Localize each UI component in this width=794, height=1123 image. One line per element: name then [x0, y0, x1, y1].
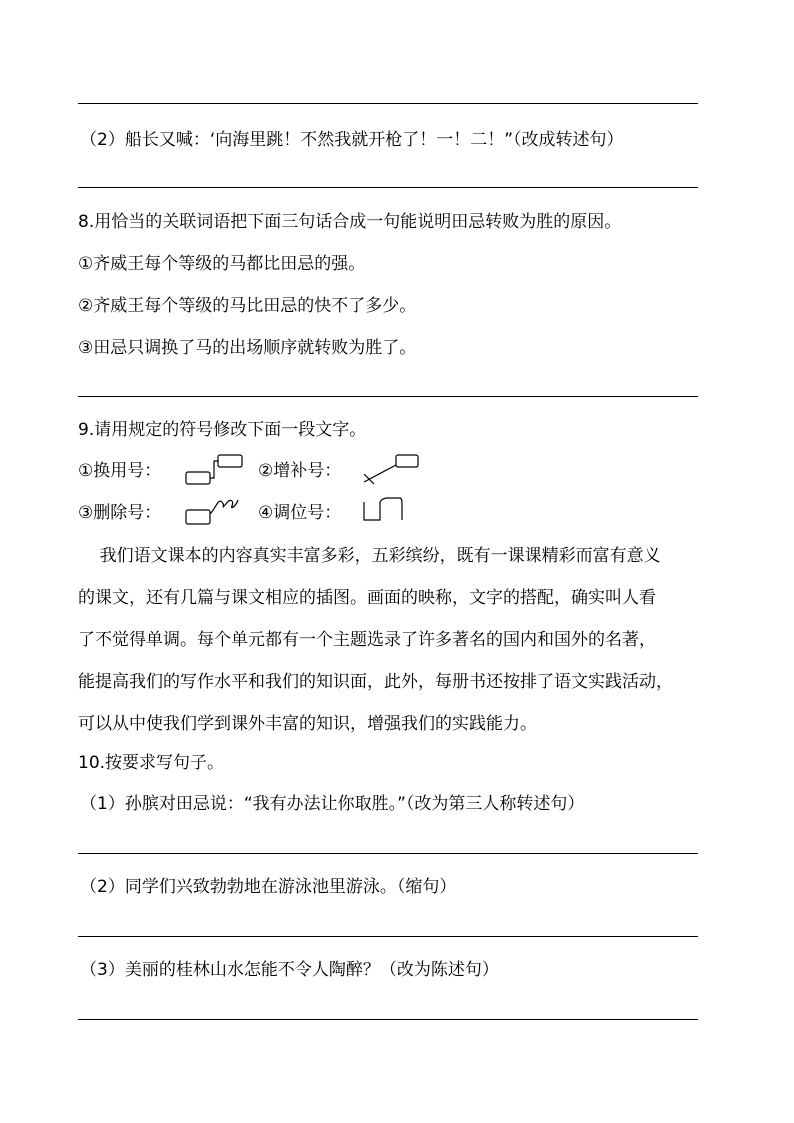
q10-title: 10.按要求写句子。 — [78, 753, 225, 773]
answer-line[interactable] — [78, 1019, 698, 1020]
symbol-reorder-label: ④调位号： — [258, 503, 342, 523]
q8-title: 8.用恰当的关联词语把下面三句话合成一句能说明田忌转败为胜的原因。 — [78, 212, 622, 232]
answer-line[interactable] — [78, 936, 698, 937]
q10-item-1: （1）孙膑对田忌说：“我有办法让你取胜。”（改为第三人称转述句） — [80, 794, 585, 814]
q8-item-1: ①齐威王每个等级的马都比田忌的强。 — [78, 254, 366, 274]
answer-line[interactable] — [78, 187, 698, 188]
swap-mark-icon — [182, 452, 246, 488]
q9-title: 9.请用规定的符号修改下面一段文字。 — [78, 420, 367, 440]
delete-mark-icon — [182, 494, 246, 530]
q10-item-3: （3）美丽的桂林山水怎能不令人陶醉？（改为陈述句） — [80, 960, 499, 980]
passage-line: 可以从中使我们学到课外丰富的知识，增强我们的实践能力。 — [78, 714, 537, 734]
passage-line: 了不觉得单调。每个单元都有一个主题选录了许多著名的国内和国外的名著， — [78, 630, 656, 650]
answer-line[interactable] — [78, 396, 698, 397]
answer-line[interactable] — [78, 853, 698, 854]
q8-item-2: ②齐威王每个等级的马比田忌的快不了多少。 — [78, 296, 417, 316]
symbol-swap-label: ①换用号： — [78, 461, 162, 481]
symbol-delete-label: ③删除号： — [78, 503, 162, 523]
reorder-mark-icon — [360, 496, 408, 526]
passage — [78, 535, 718, 745]
insert-mark-icon — [360, 452, 424, 488]
passage-line: 能提高我们的写作水平和我们的知识面，此外，每册书还按排了语文实践活动， — [78, 672, 673, 692]
passage-line: 我们语文课本的内容真实丰富多彩，五彩缤纷，既有一课课精彩而富有意义 — [78, 546, 661, 566]
q10-item-2: （2）同学们兴致勃勃地在游泳池里游泳。（缩句） — [80, 877, 457, 897]
symbol-insert-label: ②增补号： — [258, 461, 342, 481]
passage-line: 的课文，还有几篇与课文相应的插图。画面的映称，文字的搭配，确实叫人看 — [78, 588, 656, 608]
q8-item-3: ③田忌只调换了马的出场顺序就转败为胜了。 — [78, 338, 417, 358]
answer-line[interactable] — [78, 103, 698, 104]
question-boat: （2）船长又喊：‘向海里跳！不然我就开枪了！一！二！”（改成转述句） — [80, 130, 624, 150]
